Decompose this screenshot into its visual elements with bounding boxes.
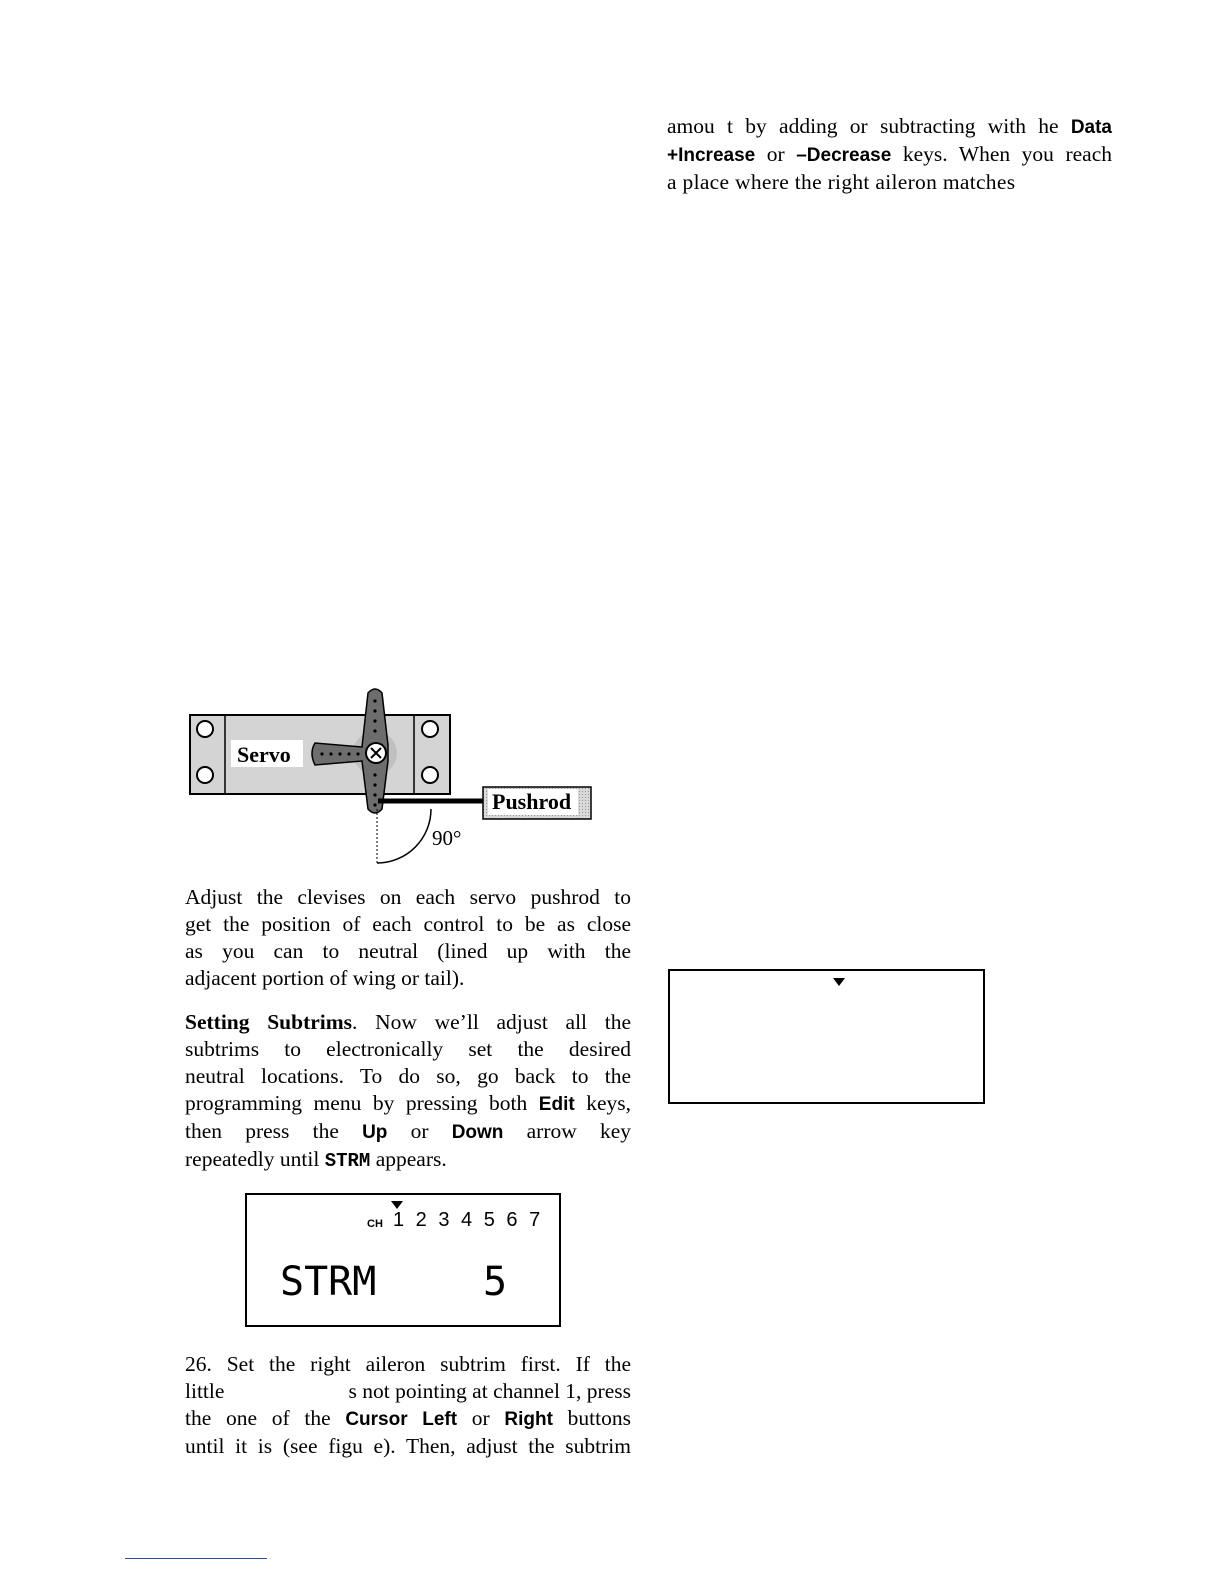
step-26-line-1: 26. Set the right aileron subtrim first. If the — [185, 1352, 631, 1376]
lcd-value: 5 — [483, 1259, 508, 1305]
footnote-rule — [125, 1558, 267, 1559]
servo-label: Servo — [237, 742, 291, 767]
subtrims-line-4: programming menu by pressing both Edit keys, — [185, 1091, 631, 1115]
strm-code: STRM — [324, 1150, 371, 1172]
clevises-paragraph — [185, 884, 631, 992]
servo-figure — [185, 685, 605, 870]
subtrims-line-3: neutral locations. To do so, go back to the — [185, 1064, 631, 1088]
right-key: Right — [504, 1409, 553, 1430]
angle-arc — [377, 809, 431, 863]
decrease-key: –Decrease — [796, 145, 892, 166]
right-line-3: a place where the right aileron matches — [667, 170, 1016, 194]
right-line-2: +Increase or –Decrease keys. When you reach — [667, 142, 1112, 166]
step-26-line-4: until it is (see figu e). Then, adjust the subtrim — [185, 1434, 631, 1458]
subtrims-line-6: repeatedly until STRM appears. — [185, 1147, 447, 1172]
channel-pointer-icon-2 — [833, 978, 845, 986]
clevises-line-2: get the position of each control to be as close — [185, 912, 631, 936]
data-key: Data — [1070, 117, 1112, 138]
subtrims-line-5: then press the Up or Down arrow key — [185, 1119, 631, 1143]
edit-key: Edit — [538, 1094, 575, 1115]
cursor-left-key: Cursor Left — [345, 1409, 458, 1430]
subtrims-line-1: Setting Subtrims. Now we’ll adjust all the — [185, 1010, 631, 1034]
pushrod-label: Pushrod — [492, 789, 572, 814]
clevises-line-1: Adjust the clevises on each servo pushrod to — [185, 885, 631, 909]
step-26-paragraph — [185, 1351, 631, 1460]
up-key: Up — [362, 1122, 388, 1143]
subtrims-paragraph — [185, 1009, 631, 1175]
step-26-line-2: little s not pointing at channel 1, press — [185, 1379, 631, 1403]
increase-key: +Increase — [667, 145, 756, 166]
clevises-line-4: adjacent portion of wing or tail). — [185, 966, 465, 990]
lcd-display-strm — [245, 1193, 561, 1327]
down-key: Down — [451, 1122, 504, 1143]
right-line-1: amou t by adding or subtracting with he Data — [667, 114, 1112, 138]
subtrims-line-2: subtrims to electronically set the desired — [185, 1037, 631, 1061]
right-column-paragraph — [667, 113, 1112, 196]
channel-label: CH — [367, 1218, 383, 1230]
channel-numbers: 1 2 3 4 5 6 7 — [393, 1209, 544, 1231]
step-26-line-3: the one of the Cursor Left or Right buttons — [185, 1406, 631, 1430]
clevises-line-3: as you can to neutral (lined up with the — [185, 939, 631, 963]
lcd-display-blank — [668, 969, 985, 1104]
angle-label: 90° — [432, 826, 462, 850]
subtrims-heading: Setting Subtrims — [185, 1010, 353, 1034]
lcd-mode: STRM — [280, 1259, 377, 1305]
channel-pointer-icon — [391, 1201, 403, 1209]
